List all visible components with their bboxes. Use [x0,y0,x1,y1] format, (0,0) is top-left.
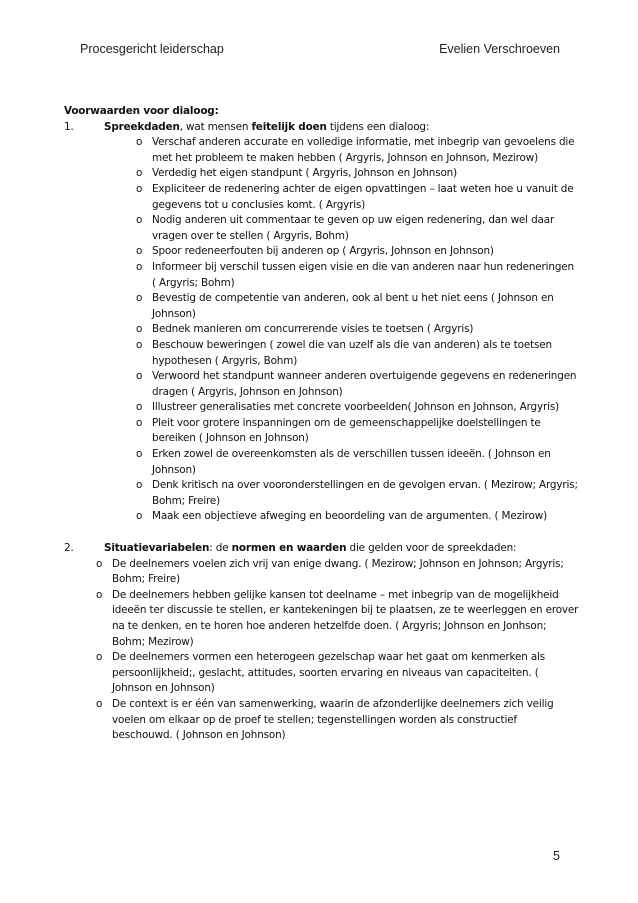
section-2-emphasis: normen en waarden [231,542,347,555]
bullet-icon: o [136,214,143,227]
bullet-icon: o [136,416,143,429]
list-item: o Verwoord het standpunt wanneer anderen overtuigende gegevens en redeneringen dragen ( Argyris, Johnson en Johnson) [136,370,577,398]
header-title: Procesgericht leiderschap [80,42,224,56]
bullet-icon: o [136,136,143,149]
list-item: o Spoor redeneerfouten bij anderen op ( Argyris, Johnson en Johnson) [64,244,580,260]
bullet-icon: o [96,557,103,570]
list-item: o De deelnemers hebben gelijke kansen tot deelname – met inbegrip van de mogelijkheid ideeën ter discussie te stellen, er kantekeningen bij te plaatsen, ze te weerleggen en erover na te denken, en te horen hoe anderen hetzelfde doen. ( Argyris; Johnson en Jonhson; Bohm; Mezirow) [96,588,579,648]
list-item: o Verdedig het eigen standpunt ( Argyris, Johnson en Johnson) [64,166,580,182]
bullet-icon: o [136,167,143,180]
bullet-icon: o [136,370,143,383]
header-author: Evelien Verschroeven [439,42,560,56]
bullet-icon: o [136,260,143,273]
section-1-list [64,135,580,525]
bullet-icon: o [96,651,103,664]
bullet-icon: o [136,510,143,523]
section-1-number: 1. [64,120,74,133]
section-2-title: 2. Situatievariabelen: de normen en waarden die gelden voor de spreekdaden: [64,541,580,557]
bullet-icon: o [96,588,103,601]
list-item: o Pleit voor grotere inspanningen om de gemeenschappelijke doelstellingen te bereiken ( Johnson en Johnson) [136,416,541,445]
bullet-icon: o [96,697,103,710]
page-number: 5 [553,849,560,863]
list-item: o Erken zowel de overeenkomsten als de verschillen tussen ideeën. ( Johnson en Johnson) [136,448,551,476]
bullet-icon: o [136,245,143,258]
bullet-icon: o [136,338,143,351]
section-1-title: 1. Spreekdaden, wat mensen feitelijk doen tijdens een dialoog: [64,120,580,136]
bullet-icon: o [136,323,143,336]
section-heading: Voorwaarden voor dialoog: [64,105,219,117]
bullet-icon: o [136,182,143,195]
list-item: o Beschouw beweringen ( zowel die van uzelf als die van anderen) als te toetsen hypothesen ( Argyris, Bohm) [136,338,552,367]
list-item: o Maak een objectieve afweging en beoordeling van de argumenten. ( Mezirow) [64,509,580,525]
list-item: o Denk kritisch na over vooronderstellingen en de gevolgen ervan. ( Mezirow; Argyris; Bohm; Freire) [136,479,578,507]
section-2-number: 2. [64,542,74,555]
bullet-icon: o [136,448,143,461]
bullet-icon: o [136,479,143,492]
list-item: o Bednek manieren om concurrerende visies te toetsen ( Argyris) [64,322,580,338]
list-item: o Informeer bij verschil tussen eigen visie en die van anderen naar hun redeneringen ( Argyris; Bohm) [136,260,574,289]
list-item: o Bevestig de competentie van anderen, ook al bent u het niet eens ( Johnson en Johnson) [136,292,554,320]
list-item: o Illustreer generalisaties met concrete voorbeelden( Johnson en Johnson, Argyris) [64,400,580,416]
document-body [64,104,580,744]
list-item: o De context is er één van samenwerking, waarin de afzonderlijke deelnemers zich veilig voelen om elkaar op de proef te stellen; tegenstellingen worden als constructief beschouwd. ( Johnson en Johnson) [96,697,554,742]
list-item: o Expliciteer de redenering achter de eigen opvattingen – laat weten hoe u vanuit de gegevens tot u conclusies komt. ( Argyris) [136,182,574,211]
bullet-icon: o [136,401,143,414]
spacer [64,525,580,541]
section-2-list [64,557,580,744]
list-item: o De deelnemers vormen een heterogeen gezelschap waar het gaat om kenmerken als persoonlijkheid;, geslacht, attitudes, soorten ervaring en niveaus van capaciteiten. ( Johnson en Johnson) [96,651,546,695]
bullet-icon: o [136,292,143,305]
page-header [80,42,560,56]
list-item: o Verschaf anderen accurate en volledige informatie, met inbegrip van gevoelens die met het probleem te maken hebben ( Argyris, Johnson en Johnson, Mezirow) [136,136,575,164]
section-1-term: Spreekdaden [104,120,180,133]
list-item: o Nodig anderen uit commentaar te geven op uw eigen redenering, dan wel daar vragen over te stellen ( Argyris, Bohm) [136,214,555,242]
section-1-emphasis: feitelijk doen [251,120,327,133]
section-2-term: Situatievariabelen [104,542,210,555]
list-item: o De deelnemers voelen zich vrij van enige dwang. ( Mezirow; Johnson en Johnson; Argyris; Bohm; Freire) [96,557,564,586]
